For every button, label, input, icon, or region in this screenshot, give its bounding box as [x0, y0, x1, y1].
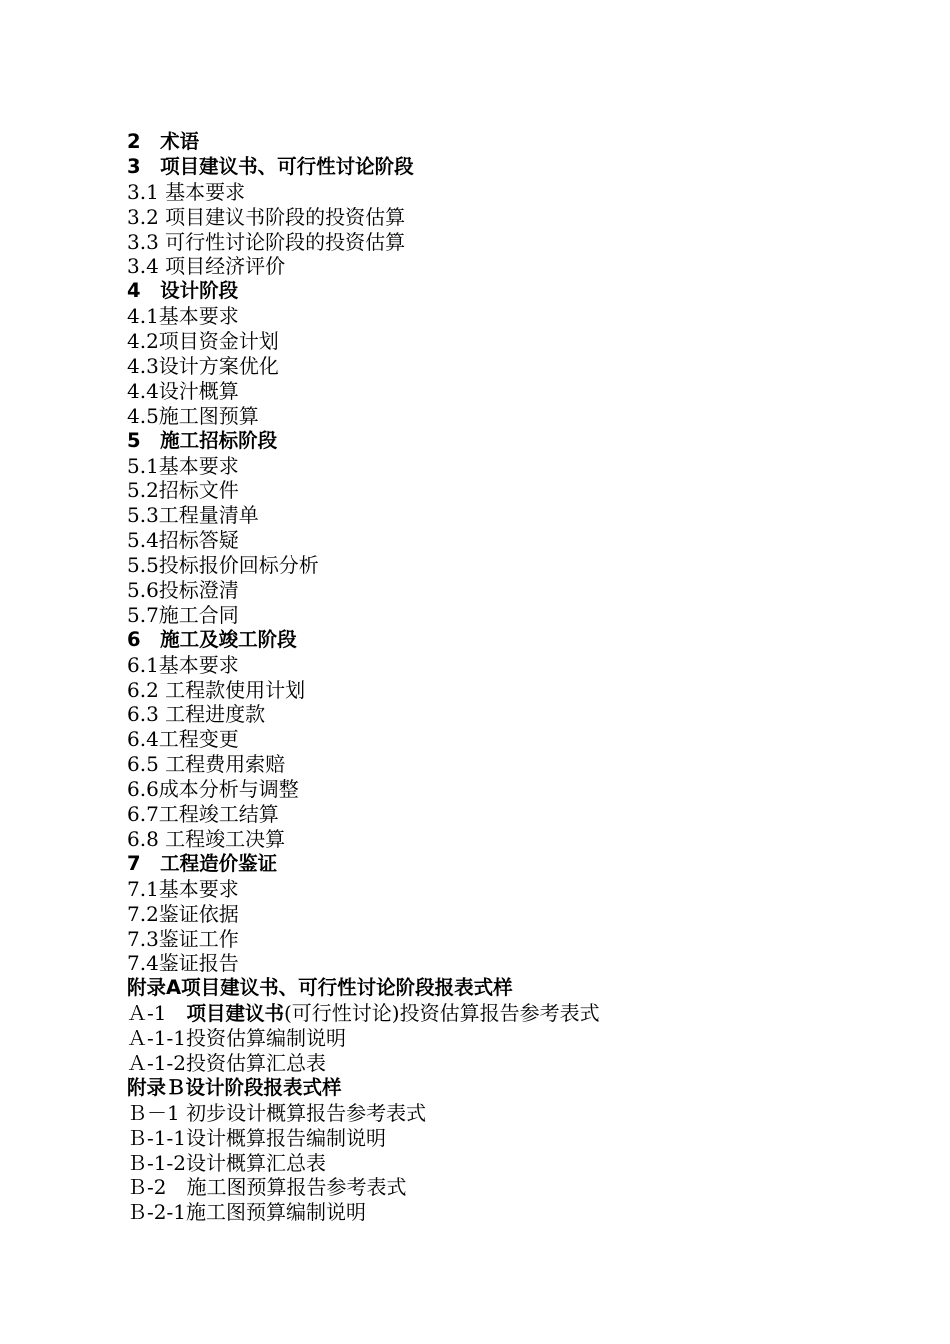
toc-item: 6.6成本分析与调整 — [127, 777, 299, 802]
toc-item: Ｂ-2 施工图预算报告参考表式 — [127, 1175, 407, 1200]
toc-item: 6.1基本要求 — [127, 652, 239, 677]
toc-item: 6.3 工程进度款 — [127, 702, 266, 727]
toc-item: 4.3设计方案优化 — [127, 354, 279, 379]
toc-item: 5.4招标答疑 — [127, 528, 239, 553]
toc-item: 4.1基本要求 — [127, 304, 239, 329]
toc-item: 4.5施工图预算 — [127, 403, 259, 428]
toc-item: 7.1基本要求 — [127, 876, 239, 901]
toc-item: 4.2项目资金计划 — [127, 329, 279, 354]
toc-item: Ｂ-1-1设计概算报告编制说明 — [127, 1125, 386, 1150]
toc-item: 5.1基本要求 — [127, 453, 239, 478]
toc-item: 7.4鉴证报告 — [127, 951, 239, 976]
toc-item: 7.2鉴证依据 — [127, 901, 239, 926]
toc-heading: 2 术语 — [127, 130, 200, 153]
toc-item-prefix: Ａ-1 — [127, 1001, 187, 1026]
toc-item — [127, 1001, 887, 1026]
toc-item: 7.3鉴证工作 — [127, 926, 239, 951]
toc-item: 6.5 工程费用索赔 — [127, 752, 286, 777]
toc-item: Ａ-1-1投资估算编制说明 — [127, 1026, 346, 1051]
toc-item: 3.2 项目建议书阶段的投资估算 — [127, 204, 406, 229]
toc-item: 5.7施工合同 — [127, 602, 239, 627]
toc-item: Ｂ-1-2设计概算汇总表 — [127, 1150, 326, 1175]
toc-item: 6.4工程变更 — [127, 727, 239, 752]
toc-item: Ａ-1-2投资估算汇总表 — [127, 1050, 326, 1075]
toc-item: Ｂ-2-1施工图预算编制说明 — [127, 1200, 366, 1225]
toc-item-suffix: (可行性讨论)投资估算报告参考表式 — [284, 1001, 600, 1026]
toc-heading: 3 项目建议书、可行性讨论阶段 — [127, 154, 414, 178]
toc-item: Ｂ－1 初步设计概算报告参考表式 — [127, 1100, 427, 1125]
toc-heading: 5 施工招标阶段 — [127, 428, 278, 452]
toc-item: 6.8 工程竣工决算 — [127, 826, 286, 851]
toc-item: 4.4设汁概算 — [127, 378, 239, 403]
table-of-contents — [127, 130, 887, 1225]
toc-heading: 6 施工及竣工阶段 — [127, 627, 297, 651]
toc-item: 3.1 基本要求 — [127, 179, 246, 204]
appendix-heading: 附录A项目建议书、可行性讨论阶段报表式样 — [127, 976, 513, 1000]
toc-item: 6.2 工程款使用计划 — [127, 677, 306, 702]
appendix-heading: 附录Ｂ设计阶段报表式样 — [127, 1075, 342, 1099]
toc-item: 3.3 可行性讨论阶段的投资估算 — [127, 229, 406, 254]
toc-item-bold-part: 项目建议书 — [186, 1002, 284, 1026]
toc-item: 5.5投标报价回标分析 — [127, 553, 319, 578]
toc-item: 5.3工程量清单 — [127, 503, 259, 528]
toc-heading: 4 设计阶段 — [127, 279, 239, 303]
toc-item: 3.4 项目经济评价 — [127, 254, 286, 279]
toc-heading: 7 工程造价鉴证 — [127, 851, 278, 875]
toc-item: 5.6投标澄清 — [127, 578, 239, 603]
toc-item: 5.2招标文件 — [127, 478, 239, 503]
toc-item: 6.7工程竣工结算 — [127, 802, 279, 827]
